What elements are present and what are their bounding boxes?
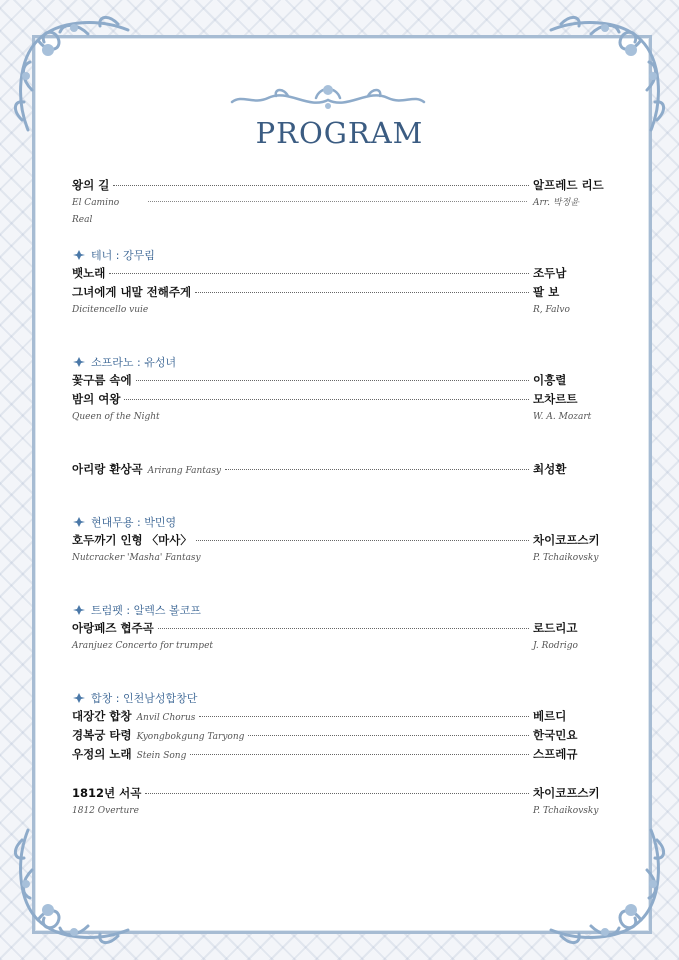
piece-title: 뱃노래 — [72, 266, 106, 280]
piece-title: 우정의 노래 — [72, 747, 132, 761]
fleur-icon — [72, 692, 86, 704]
composer: 스프레규 — [533, 747, 578, 761]
dot-leader — [113, 185, 529, 186]
piece-title-eng: Queen of the Night — [72, 412, 160, 422]
dot-leader — [225, 469, 529, 470]
program-item — [72, 371, 610, 390]
program-item — [72, 707, 610, 726]
composer-eng: P. Tchaikovsky — [533, 806, 599, 816]
piece-title: 꽃구름 속에 — [72, 373, 132, 387]
dot-leader — [248, 735, 529, 736]
section-header-tenor — [72, 246, 610, 264]
program-item-eng — [72, 803, 610, 820]
dot-leader — [199, 716, 529, 717]
piece-title-eng: 1812 Overture — [72, 806, 139, 816]
program-list — [72, 176, 610, 820]
section-header-text: 합창 : 인천남성합창단 — [91, 692, 198, 705]
piece-subtitle: Arirang Fantasy — [147, 466, 221, 476]
dot-leader — [190, 754, 529, 755]
fleur-icon — [72, 356, 86, 368]
program-item-eng — [72, 302, 610, 319]
piece-title-eng: Nutcracker 'Masha' Fantasy — [72, 553, 201, 563]
piece-title: 아랑페즈 협주곡 — [72, 621, 154, 635]
page-title: PROGRAM — [255, 116, 424, 150]
program-item-eng — [72, 550, 610, 567]
composer: 조두남 — [533, 266, 567, 280]
program-item-eng — [72, 638, 610, 655]
piece-subtitle: Anvil Chorus — [136, 713, 196, 723]
section-header-text: 테너 : 강무림 — [91, 249, 155, 262]
section-header-text: 소프라노 : 유성녀 — [91, 356, 177, 369]
program-item — [72, 283, 610, 302]
composer: 베르디 — [533, 709, 567, 723]
section-header-text: 트럼펫 : 알렉스 볼코프 — [91, 604, 201, 617]
section-header-soprano — [72, 353, 610, 371]
program-item-eng — [72, 195, 610, 225]
composer: 로드리고 — [533, 621, 578, 635]
section-header-dance — [72, 513, 610, 531]
dot-leader — [136, 380, 529, 381]
composer: 알프레드 리드 — [533, 178, 604, 192]
composer-eng: Arr. 박정윤 — [533, 198, 579, 208]
dot-leader — [145, 793, 529, 794]
piece-title: 왕의 길 — [72, 178, 110, 192]
corner-ornament-icon — [8, 820, 138, 950]
dot-leader — [109, 273, 529, 274]
dot-leader — [196, 540, 529, 541]
program-item — [72, 460, 610, 479]
program-item — [72, 264, 610, 283]
program-item — [72, 726, 610, 745]
section-header-chorus — [72, 689, 610, 707]
composer: 모차르트 — [533, 392, 578, 406]
piece-title: 밤의 여왕 — [72, 392, 121, 406]
scroll-ornament-icon — [228, 80, 428, 118]
fleur-icon — [72, 249, 86, 261]
dot-leader — [124, 399, 529, 400]
program-item — [72, 531, 610, 550]
piece-title-eng: Dicitencello vuie — [72, 305, 149, 315]
composer: 팔 보 — [533, 285, 560, 299]
dot-leader — [158, 628, 529, 629]
piece-title: 대장간 합창 — [72, 709, 132, 723]
composer-eng: R, Falvo — [533, 305, 570, 315]
piece-title: 1812년 서곡 — [72, 786, 142, 800]
fleur-icon — [72, 516, 86, 528]
piece-subtitle: Kyongbokgung Taryong — [136, 732, 245, 742]
piece-title: 호두까기 인형 〈마사〉 — [72, 533, 192, 547]
composer: 이흥렬 — [533, 373, 567, 387]
dot-leader — [195, 292, 529, 293]
piece-subtitle: Stein Song — [136, 751, 187, 761]
program-item — [72, 619, 610, 638]
composer-eng: P. Tchaikovsky — [533, 553, 599, 563]
program-item — [72, 784, 610, 803]
section-header-text: 현대무용 : 박민영 — [91, 516, 177, 529]
composer-eng: J. Rodrigo — [533, 641, 578, 651]
composer: 차이코프스키 — [533, 533, 600, 547]
program-item — [72, 176, 610, 195]
program-item-eng — [72, 409, 610, 426]
piece-title-eng: El Camino Real — [72, 198, 120, 225]
piece-title: 아리랑 환상곡 — [72, 462, 143, 476]
dot-leader — [148, 201, 527, 202]
piece-title: 경복궁 타령 — [72, 728, 132, 742]
section-header-trumpet — [72, 601, 610, 619]
program-item — [72, 390, 610, 409]
composer: 차이코프스키 — [533, 786, 600, 800]
piece-title-eng: Aranjuez Concerto for trumpet — [72, 641, 214, 651]
composer: 한국민요 — [533, 728, 578, 742]
corner-ornament-icon — [541, 820, 671, 950]
program-item — [72, 745, 610, 764]
piece-title: 그녀에게 내말 전해주게 — [72, 285, 192, 299]
fleur-icon — [72, 604, 86, 616]
composer: 최성환 — [533, 462, 567, 476]
composer-eng: W. A. Mozart — [533, 412, 592, 422]
